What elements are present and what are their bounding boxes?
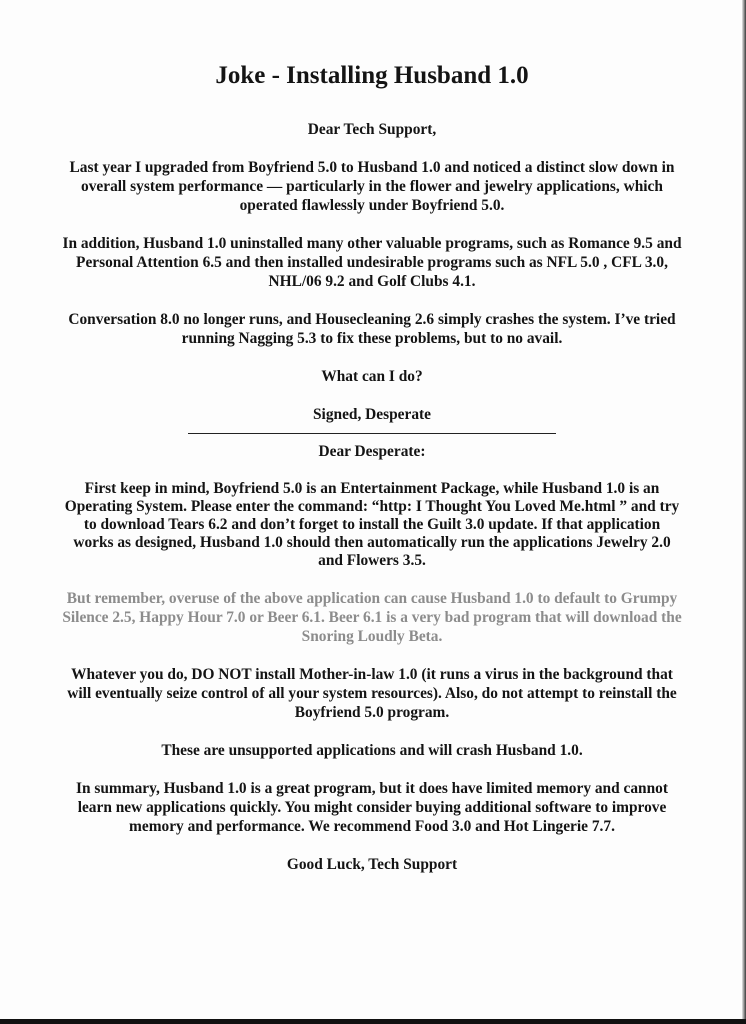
letter-paragraph: In addition, Husband 1.0 uninstalled many other valuable programs, such as Romance 9.5 and Personal Attention 6.5 and then installed undesirable programs such as NFL 5.0 , CFL 3.0, NHL/06 9.2 and Golf Clubs 4.1. bbox=[62, 235, 682, 290]
document-title: Joke - Installing Husband 1.0 bbox=[215, 62, 529, 89]
scan-edge-right bbox=[742, 0, 746, 1024]
letter-signature: Signed, Desperate bbox=[313, 406, 431, 423]
reply-paragraph: Whatever you do, DO NOT install Mother-in-law 1.0 (it runs a virus in the background that will eventually seize control of all your system resources). Also, do not attempt to reinstall the Boyfriend 5.0 program. bbox=[67, 666, 677, 721]
section-divider bbox=[188, 433, 556, 434]
letter-question: What can I do? bbox=[321, 368, 423, 385]
reply-greeting: Dear Desperate: bbox=[318, 443, 426, 460]
document-body bbox=[62, 58, 682, 874]
reply-paragraph: First keep in mind, Boyfriend 5.0 is an Entertainment Package, while Husband 1.0 is an Operating System. Please enter the command: “http: I Thought You Loved Me.html ” and try to download Tears 6.2 and don’t forget to install the Guilt 3.0 update. If that application works as designed, Husband 1.0 should then automatically run the applications Jewelry 2.0 and Flowers 3.5. bbox=[64, 480, 680, 569]
reply-paragraph: In summary, Husband 1.0 is a great program, but it does have limited memory and cannot learn new applications quickly. You might consider buying additional software to improve memory and performance. We recommend Food 3.0 and Hot Lingerie 7.7. bbox=[75, 780, 668, 835]
scan-edge-bottom bbox=[0, 1019, 746, 1024]
reply-paragraph-faded: But remember, overuse of the above application can cause Husband 1.0 to default to Grumpy Silence 2.5, Happy Hour 7.0 or Beer 6.1. Beer 6.1 is a very bad program that will download the Snoring Loudly Beta. bbox=[62, 590, 682, 645]
reply-signature: Good Luck, Tech Support bbox=[286, 856, 458, 873]
reply-paragraph: These are unsupported applications and will crash Husband 1.0. bbox=[161, 742, 583, 759]
letter-paragraph: Conversation 8.0 no longer runs, and Housecleaning 2.6 simply crashes the system. I’ve tried running Nagging 5.3 to fix these problems, but to no avail. bbox=[68, 311, 676, 347]
letter-greeting: Dear Tech Support, bbox=[307, 121, 437, 138]
letter-paragraph: Last year I upgraded from Boyfriend 5.0 to Husband 1.0 and noticed a distinct slow down in overall system performance — particularly in the flower and jewelry applications, which operated flawlessly under Boyfriend 5.0. bbox=[69, 159, 675, 214]
